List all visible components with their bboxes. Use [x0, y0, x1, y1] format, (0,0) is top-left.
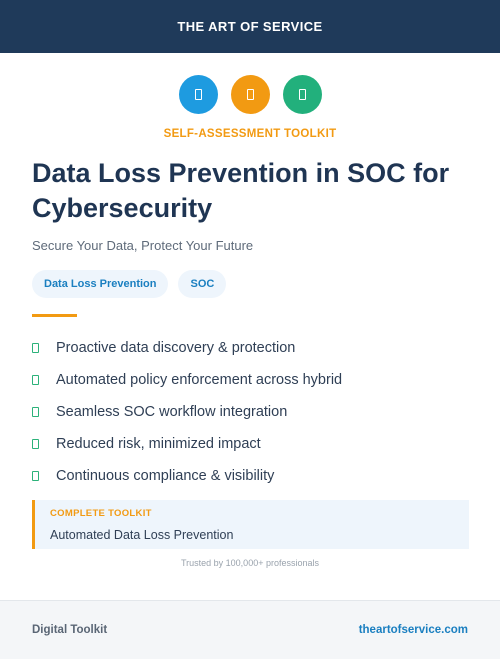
icon-row — [0, 75, 500, 114]
website-link[interactable]: theartofservice.com — [358, 624, 468, 636]
kicker-label: SELF-ASSESSMENT TOOLKIT — [163, 128, 337, 140]
footer-bar — [0, 600, 500, 659]
trusted-note: Trusted by 100,000+ professionals — [180, 558, 319, 568]
feature-text: Proactive data discovery & protection — [56, 340, 296, 356]
callout-text: Automated Data Loss Prevention — [50, 528, 234, 542]
accent-divider — [32, 314, 77, 317]
check-icon — [32, 343, 39, 353]
toolkit-callout — [32, 500, 469, 549]
document-icon — [299, 89, 306, 100]
list-item — [32, 364, 342, 396]
tag-soc[interactable]: SOC — [178, 270, 226, 298]
list-item — [32, 332, 342, 364]
document-icon-green — [283, 75, 322, 114]
callout-label: COMPLETE TOOLKIT — [50, 508, 152, 519]
page-subtitle: Secure Your Data, Protect Your Future — [32, 238, 254, 253]
document-icon-orange — [231, 75, 270, 114]
list-item — [32, 396, 342, 428]
tag-list — [32, 270, 226, 298]
feature-text: Automated policy enforcement across hybrid — [56, 372, 343, 388]
check-icon — [32, 471, 39, 481]
feature-list — [32, 332, 342, 492]
brand-name: THE ART OF SERVICE — [177, 19, 323, 34]
check-icon — [32, 439, 39, 449]
feature-text: Reduced risk, minimized impact — [56, 436, 261, 452]
tag-data-loss-prevention[interactable]: Data Loss Prevention — [32, 270, 168, 298]
check-icon — [32, 407, 39, 417]
feature-text: Continuous compliance & visibility — [56, 468, 275, 484]
page-title: Data Loss Prevention in SOC for Cybersecurity — [32, 158, 450, 223]
document-icon — [195, 89, 202, 100]
list-item — [32, 428, 342, 460]
feature-text: Seamless SOC workflow integration — [56, 404, 288, 420]
document-icon-blue — [179, 75, 218, 114]
header-bar — [0, 0, 500, 53]
document-icon — [247, 89, 254, 100]
check-icon — [32, 375, 39, 385]
list-item — [32, 460, 342, 492]
footer-label: Digital Toolkit — [32, 624, 108, 636]
